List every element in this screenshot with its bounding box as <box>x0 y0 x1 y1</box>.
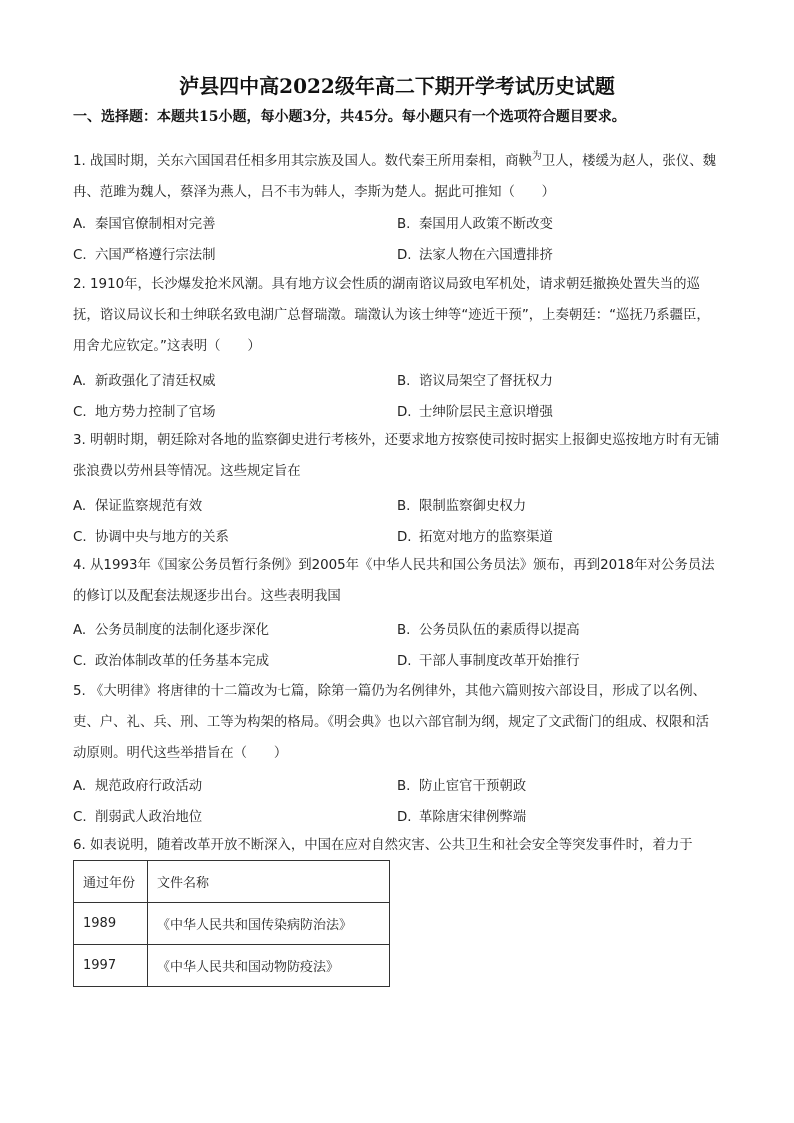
question-3-option-d: D. 拓宽对地方的监察渠道 <box>397 530 553 545</box>
question-5-option-d: D. 革除唐宋律例弊端 <box>397 810 527 825</box>
question-1-text: 1. 战国时期，关东六国国君任相多用其宗族及国人。数代秦王所用秦相，商鞅$^为$卫人，楼缓为赵人，张仪、魏冉、范雎为魏人，蔡泽为燕人，吕不韦为韩人，李斯为楚人。据此可推知（ ） <box>73 151 716 200</box>
question-2-option-d: D. 士绅阶层民主意识增强 <box>397 405 553 420</box>
question-4-option-b: B. 公务员队伍的素质得以提高 <box>397 623 580 638</box>
table-row <box>74 945 390 987</box>
question-1-option-a: A. 秦国官僚制相对完善 <box>73 217 216 232</box>
table-header-row <box>74 861 390 903</box>
question-3-option-c: C. 协调中央与地方的关系 <box>73 530 229 545</box>
question-2-option-a: A. 新政强化了清廷权威 <box>73 374 216 389</box>
question-4-option-a: A. 公务员制度的法制化逐步深化 <box>73 623 270 638</box>
question-2-option-c: C. 地方势力控制了官场 <box>73 405 216 420</box>
question-2-text: 2. 1910年，长沙爆发抢米风潮。具有地方议会性质的湖南谘议局致电军机处，请求朝廷撤换处置失当的巡抚，谘议局议长和士绅联名致电湖广总督瑞澂。瑞澂认为该士绅等“迹近干预”，上奏朝廷：“巡抚乃系疆臣，用舍尤应钦定。”这表明（ ） <box>73 277 710 354</box>
question-3-option-b: B. 限制监察御史权力 <box>397 499 527 514</box>
question-3-option-a: A. 保证监察规范有效 <box>73 499 203 514</box>
laws-table <box>73 860 390 987</box>
table-cell-year: 1997 <box>74 945 148 987</box>
table-row <box>74 903 390 945</box>
question-6-text: 6. 如表说明，随着改革开放不断深入，中国在应对自然灾害、公共卫生和社会安全等突发事件时，着力于 <box>73 838 693 853</box>
table-cell-year: 1989 <box>74 903 148 945</box>
question-4-option-d: D. 干部人事制度改革开始推行 <box>397 654 580 669</box>
section-heading: 一、选择题：本题共15小题，每小题3分，共45分。每小题只有一个选项符合题目要求。 <box>73 109 626 125</box>
question-5-text: 5. 《大明律》将唐律的十二篇改为七篇，除第一篇仍为名例律外，其他六篇则按六部设目，形成了以名例、吏、户、礼、兵、刑、工等为构架的格局。《明会典》也以六部官制为纲，规定了文武衙门的组成、权限和活动原则。明代这些举措旨在（ ） <box>73 684 710 761</box>
question-5-option-a: A. 规范政府行政活动 <box>73 779 203 794</box>
question-3-text: 3. 明朝时期，朝廷除对各地的监察御史进行考核外，还要求地方按察使司按时据实上报御史巡按地方时有无铺张浪费以劳州县等情况。这些规定旨在 <box>73 433 720 479</box>
question-4-text: 4. 从1993年《国家公务员暂行条例》到2005年《中华人民共和国公务员法》颁布，再到2018年对公务员法的修订以及配套法规逐步出台。这些表明我国 <box>73 558 715 604</box>
question-1-option-c: C. 六国严格遵行宗法制 <box>73 248 216 263</box>
question-1-option-d: D. 法家人物在六国遭排挤 <box>397 248 553 263</box>
table-header-year: 通过年份 <box>74 861 148 903</box>
question-5-option-b: B. 防止宦官干预朝政 <box>397 779 527 794</box>
question-2-option-b: B. 谘议局架空了督抚权力 <box>397 374 553 389</box>
question-1-option-b: B. 秦国用人政策不断改变 <box>397 217 553 232</box>
table-cell-document: 《中华人民共和国动物防疫法》 <box>148 945 390 987</box>
table-cell-document: 《中华人民共和国传染病防治法》 <box>148 903 390 945</box>
question-5-option-c: C. 削弱武人政治地位 <box>73 810 203 825</box>
table-header-document: 文件名称 <box>148 861 390 903</box>
question-4-option-c: C. 政治体制改革的任务基本完成 <box>73 654 270 669</box>
exam-title: 泸县四中高2022级年高二下期开学考试历史试题 <box>179 74 615 98</box>
question-1-superscript: 为 <box>531 151 542 162</box>
